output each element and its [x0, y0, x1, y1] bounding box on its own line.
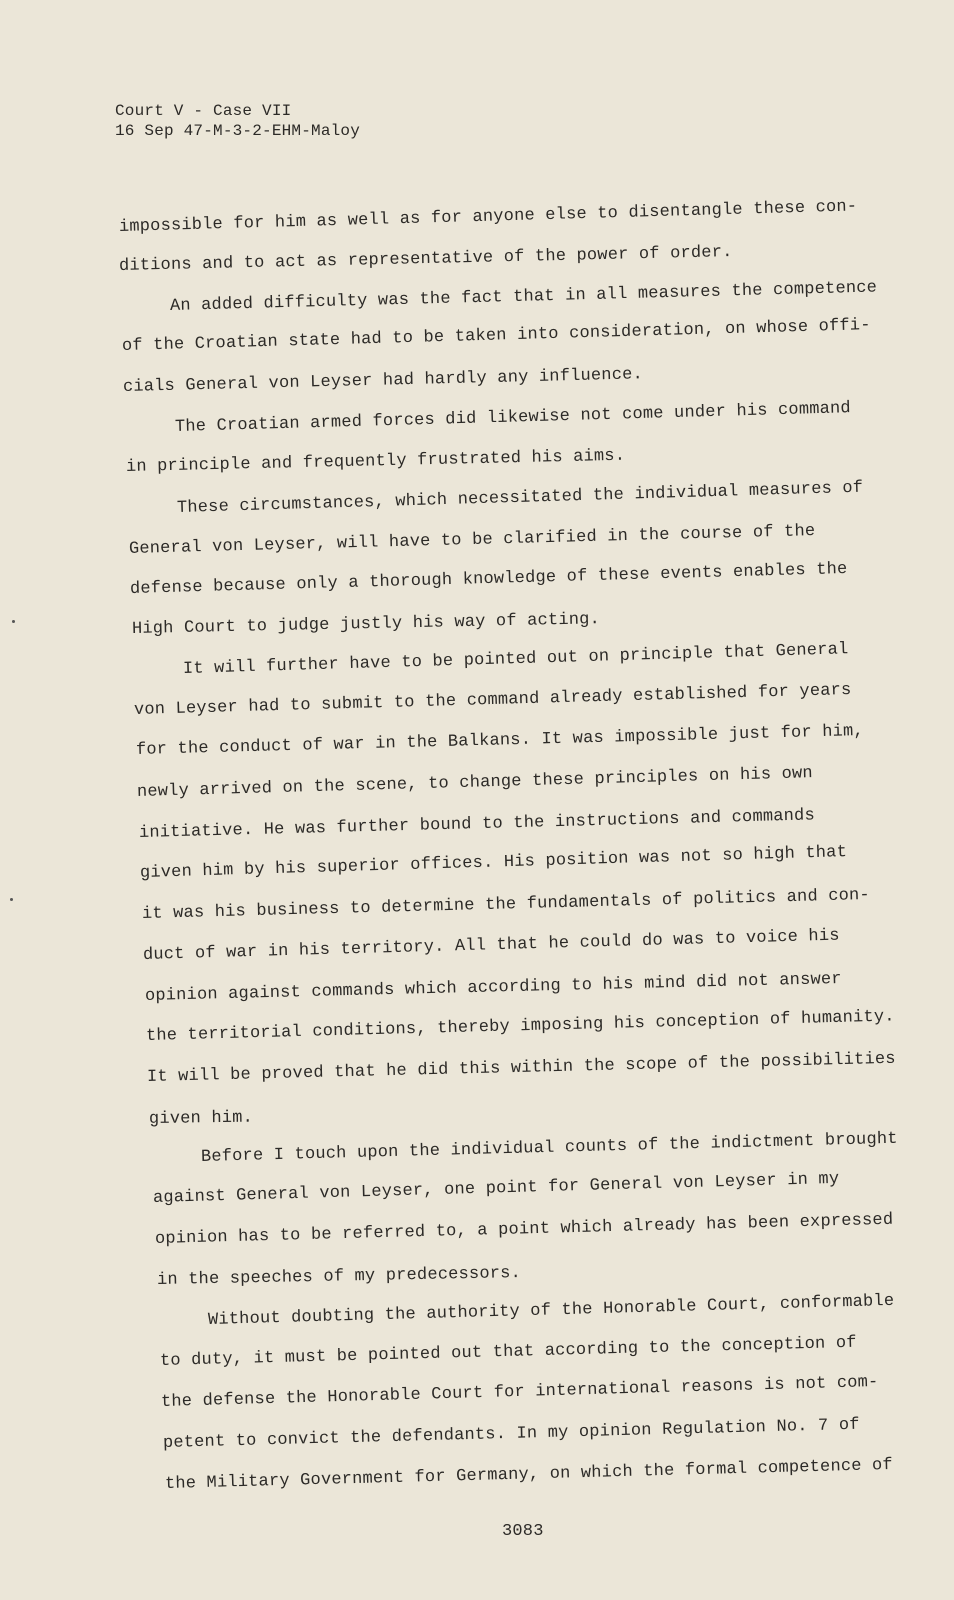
text-line: given him.: [148, 1108, 254, 1129]
text-line: These circumstances, which necessitated the individual measures of: [176, 478, 864, 518]
text-line: cials General von Leyser had hardly any influence.: [122, 365, 644, 397]
text-line: It will further have to be pointed out on principle that General: [182, 640, 849, 679]
text-line: opinion has to be referred to, a point which already has been expressed: [154, 1210, 894, 1249]
text-line: against General von Leyser, one point for General von Leyser in my: [152, 1169, 840, 1208]
text-line: von Leyser had to submit to the command already established for years: [133, 680, 852, 720]
text-line: ditions and to act as representative of the power of order.: [118, 243, 733, 276]
text-line: opinion against commands which according to his mind did not answer: [144, 969, 842, 1006]
text-line: in principle and frequently frustrated his aims.: [125, 446, 626, 477]
text-line: petent to convict the defendants. In my opinion Regulation No. 7 of: [162, 1415, 860, 1453]
text-line: the territorial conditions, thereby imposing his conception of humanity.: [145, 1007, 895, 1046]
text-line: defense because only a thorough knowledge of these events enables the: [129, 559, 848, 599]
text-line: newly arrived on the scene, to change these principles on his own: [136, 764, 814, 802]
text-line: impossible for him as well as for anyone else to disentangle these con-: [118, 197, 858, 237]
text-line: High Court to judge justly his way of acting.: [131, 610, 601, 639]
text-line: General von Leyser, will have to be clarified in the course of the: [128, 522, 816, 559]
text-line: Without doubting the authority of the Honorable Court, conformable: [207, 1291, 895, 1330]
header-date-code: 16 Sep 47-M-3-2-EHM-Maloy: [115, 122, 361, 140]
text-line: duct of war in his territory. All that he could do was to voice his: [142, 926, 840, 965]
text-line: of the Croatian state had to be taken into consideration, on whose offi-: [121, 316, 871, 356]
margin-mark: [10, 898, 13, 901]
text-line: in the speeches of my predecessors.: [156, 1264, 522, 1290]
text-line: to duty, it must be pointed out that according to the conception of: [159, 1333, 857, 1371]
text-line: Before I touch upon the individual counts of the indictment brought: [200, 1129, 898, 1167]
text-line: It will be proved that he did this within the scope of the possibilities: [146, 1049, 896, 1087]
header-court-case: Court V - Case VII: [115, 102, 292, 120]
margin-mark: [12, 620, 15, 623]
text-line: The Croatian armed forces did likewise not come under his command: [174, 399, 852, 437]
text-line: given him by his superior offices. His position was not so high that: [139, 843, 848, 883]
page-number: 3083: [502, 1522, 544, 1541]
text-line: it was his business to determine the fundamentals of politics and con-: [141, 885, 871, 924]
text-line: for the conduct of war in the Balkans. It was impossible just for him,: [135, 721, 865, 760]
text-line: the defense the Honorable Court for international reasons is not com-: [160, 1372, 879, 1412]
text-line: initiative. He was further bound to the instructions and commands: [138, 806, 816, 843]
text-line: the Military Government for Germany, on which the formal competence of: [164, 1455, 894, 1494]
text-line: An added difficulty was the fact that in all measures the competence: [169, 278, 878, 316]
